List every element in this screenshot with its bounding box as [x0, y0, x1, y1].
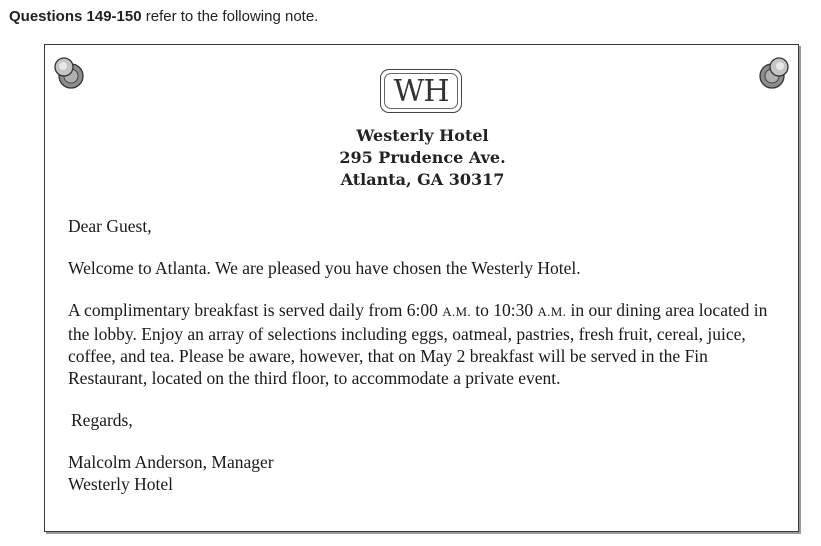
- hotel-letterhead: [45, 125, 800, 191]
- breakfast-paragraph: A complimentary breakfast is served daily from 6:00 A.M. to 10:30 A.M. in our dining area located in the lobby. Enjoy an array of selections including eggs, oatmeal, pastries, fresh fruit, cereal, juice, coffee, and tea. Please be aware, however, that on May 2 breakfast will be served in the Fin Restaurant, located on the third floor, to accommodate a private event.: [68, 300, 768, 388]
- letter-body: [68, 215, 778, 495]
- welcome-paragraph: Welcome to Atlanta. We are pleased you have chosen the Westerly Hotel.: [68, 258, 581, 278]
- closing: Regards,: [71, 410, 133, 430]
- question-header: [9, 8, 318, 25]
- question-range: Questions 149-150: [9, 8, 142, 25]
- signature-name: Malcolm Anderson, Manager: [68, 452, 274, 472]
- note-frame: [44, 44, 799, 532]
- hotel-street: 295 Prudence Ave.: [339, 148, 506, 167]
- hotel-name: Westerly Hotel: [356, 126, 489, 145]
- salutation: Dear Guest,: [68, 216, 152, 236]
- logo-initials: WH: [393, 73, 449, 109]
- signature-org: Westerly Hotel: [68, 474, 174, 494]
- pushpin-icon: [51, 55, 87, 91]
- pushpin-icon: [756, 55, 792, 91]
- question-instruction: refer to the following note.: [141, 8, 319, 25]
- hotel-logo: [380, 69, 462, 113]
- hotel-city: Atlanta, GA 30317: [340, 170, 505, 189]
